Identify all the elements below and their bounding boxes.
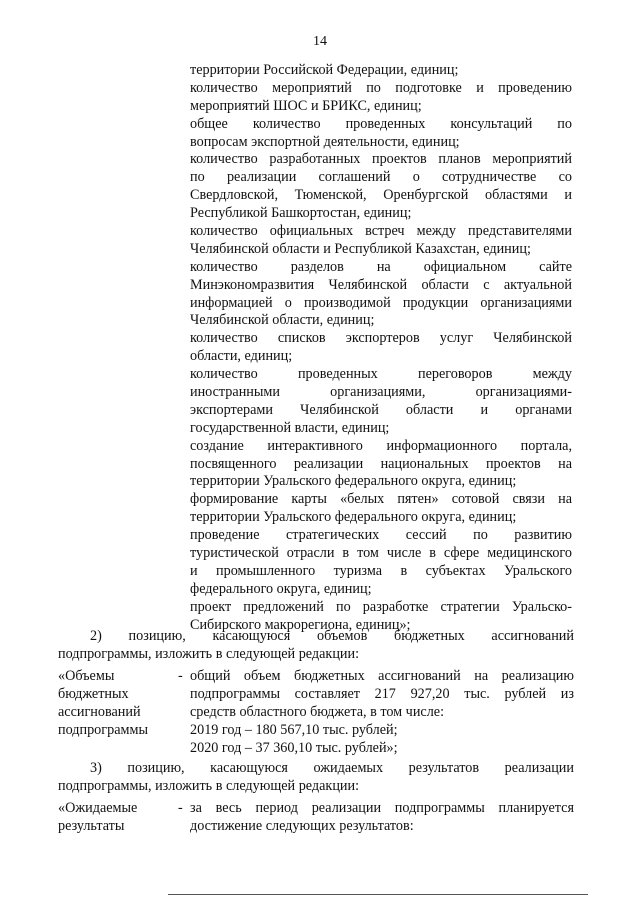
list-line: Республикой Башкортостан, единиц; (190, 205, 412, 222)
label-line: «Объемы (58, 668, 115, 684)
list-line: государственной власти, единиц; (190, 419, 390, 436)
list-line: количество мероприятий по подготовке и проведению (190, 79, 572, 96)
list-line: территории Уральского федерального округа, единиц; (190, 509, 517, 526)
list-line: и промышленного туризма в субъектах Уральского (190, 562, 572, 579)
list-line: Минэкономразвития Челябинской области с актуальной (190, 276, 572, 293)
label-line: ассигнований (58, 703, 141, 720)
budget-allocations-label (58, 668, 170, 740)
label-line: «Ожидаемые (58, 800, 138, 816)
page-number: 14 (313, 34, 327, 49)
list-line: формирование карты «белых пятен» сотовой связи на (190, 491, 572, 508)
list-line: территории Российской Федерации, единиц; (190, 62, 459, 78)
list-line: территории Уральского федерального округа, единиц; (190, 473, 517, 490)
list-line: экспортерами Челябинской области и органами (190, 401, 572, 418)
paragraph-line: 2) позицию, касающуюся объемов бюджетных ассигнований (90, 628, 574, 644)
paragraph-item-3 (58, 760, 574, 796)
list-line: создание интерактивного информационного портала, (190, 437, 572, 454)
list-line: Челябинской области и Республикой Казахстан, единиц; (190, 240, 531, 257)
list-line: по реализации соглашений о сотрудничестве со (190, 169, 572, 186)
list-line: количество разделов на официальном сайте (190, 258, 572, 275)
expected-results-label (58, 800, 170, 836)
text-line: общий объем бюджетных ассигнований на реализацию (190, 668, 574, 684)
list-line: количество официальных встреч между представителями (190, 223, 572, 240)
expected-results-block (58, 800, 574, 840)
dash-separator: - (178, 668, 183, 684)
list-line: общее количество проведенных консультаций по (190, 115, 572, 132)
text-line: достижение следующих результатов: (190, 817, 414, 834)
label-line: подпрограммы (58, 721, 148, 738)
paragraph-line: подпрограммы, изложить в следующей редакции: (58, 777, 360, 794)
list-line: информацией о производимой продукции организациями (190, 294, 572, 311)
paragraph-line: 3) позицию, касающуюся ожидаемых результатов реализации (90, 760, 574, 776)
budget-allocations-text (190, 668, 574, 757)
list-line: количество проведенных переговоров между (190, 366, 572, 383)
list-line: иностранными организациями, организациями- (190, 384, 572, 401)
list-line: проект предложений по разработке стратегии Уральско- (190, 598, 572, 615)
paragraph-line: подпрограммы, изложить в следующей редакции: (58, 645, 360, 662)
list-line: области, единиц; (190, 348, 293, 365)
list-line: количество списков экспортеров услуг Челябинской (190, 330, 572, 347)
indicator-list (190, 62, 572, 635)
expected-results-text (190, 800, 574, 836)
budget-allocations-block (58, 668, 574, 760)
dash-separator: - (178, 800, 183, 816)
paragraph-item-2 (58, 628, 574, 664)
text-line: за весь период реализации подпрограммы планируется (190, 800, 574, 816)
text-line: 2020 год – 37 360,10 тыс. рублей»; (190, 739, 398, 756)
text-line: подпрограммы составляет 217 927,20 тыс. рублей из (190, 685, 574, 702)
list-line: вопросам экспортной деятельности, единиц; (190, 133, 460, 150)
list-line: посвященного реализации национальных проектов на (190, 455, 572, 472)
bottom-divider (168, 894, 588, 895)
label-line: бюджетных (58, 685, 129, 702)
list-line: туристической отрасли в том числе в сфере медицинского (190, 545, 572, 562)
label-line: результаты (58, 817, 125, 834)
list-line: мероприятий ШОС и БРИКС, единиц; (190, 97, 422, 114)
text-line: 2019 год – 180 567,10 тыс. рублей; (190, 721, 398, 738)
list-line: Сибирского макрорегиона, единиц»; (190, 616, 411, 633)
text-line: средств областного бюджета, в том числе: (190, 703, 445, 720)
list-line: федерального округа, единиц; (190, 580, 372, 597)
list-line: проведение стратегических сессий по развитию (190, 527, 572, 544)
list-line: Свердловской, Тюменской, Оренбургской областями и (190, 187, 572, 204)
list-line: количество разработанных проектов планов мероприятий (190, 151, 572, 168)
list-line: Челябинской области, единиц; (190, 312, 375, 329)
